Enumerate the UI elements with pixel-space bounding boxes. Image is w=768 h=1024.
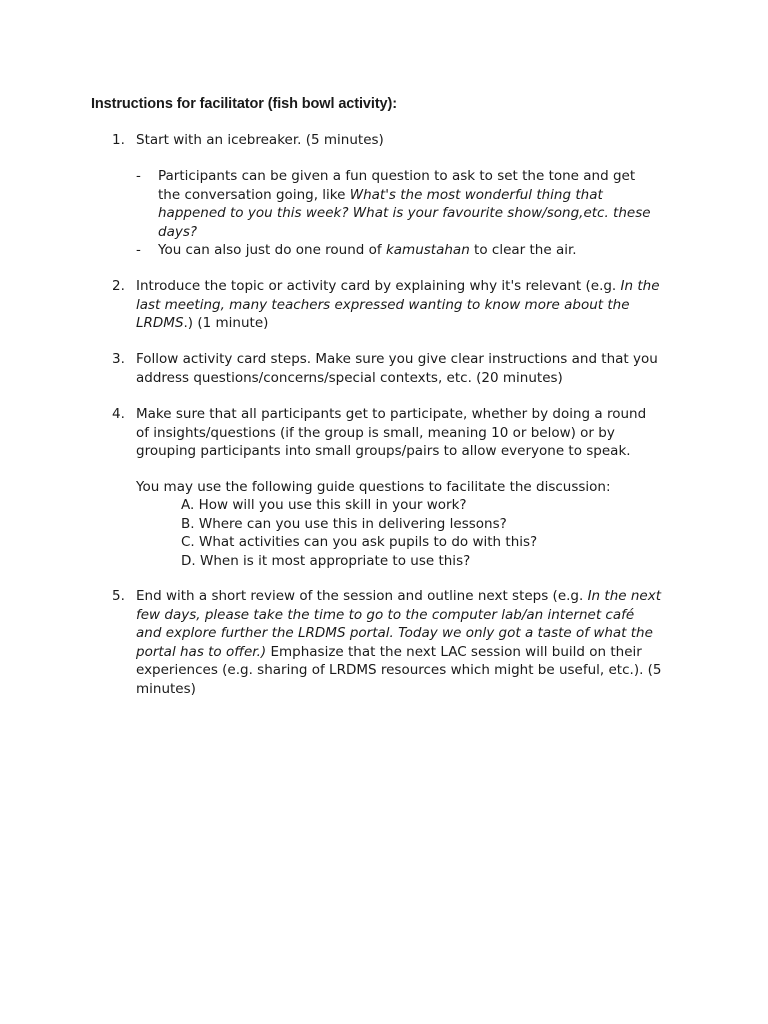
text-line <box>136 131 696 150</box>
text-line <box>136 442 696 461</box>
guide-question: D. When is it most appropriate to use this? <box>181 552 471 569</box>
step-text <box>136 131 696 150</box>
italic-run: LRDMS <box>136 315 184 331</box>
text-line <box>136 424 696 443</box>
guide-question: A. How will you use this skill in your work? <box>181 497 467 513</box>
text-run: End with a short review of the session and outline next steps (e.g. <box>136 588 588 604</box>
text-run: Start with an icebreaker. (5 minutes) <box>136 132 384 148</box>
step-number: 2. <box>112 278 125 294</box>
text-run: grouping participants into small groups/pairs to allow everyone to speak. <box>136 443 631 459</box>
guide-question: C. What activities can you ask pupils to do with this? <box>181 534 538 550</box>
step-text <box>136 350 696 387</box>
text-line <box>136 277 696 296</box>
step-number: 5. <box>112 588 125 604</box>
text-run: Participants can be given a fun question to ask to set the tone and get <box>158 168 636 184</box>
text-line <box>158 241 577 260</box>
step-text <box>136 277 696 333</box>
italic-run: In the next <box>587 588 661 604</box>
bullet-dash: - <box>136 168 141 184</box>
italic-run: portal has to offer.) <box>136 643 267 660</box>
step-number: 1. <box>112 132 125 148</box>
text-run: experiences (e.g. sharing of LRDMS resources which might be useful, etc.). (5 <box>136 662 662 678</box>
text-run: of insights/questions (if the group is small, meaning 10 or below) or by <box>136 424 615 441</box>
step-number: 3. <box>112 351 125 367</box>
text-line <box>136 296 696 315</box>
italic-run: happened to you this week? What is your favourite show/song,etc. these <box>158 205 651 221</box>
text-line <box>136 643 696 662</box>
text-line <box>136 680 696 699</box>
step-text <box>136 405 696 461</box>
text-line <box>136 587 696 606</box>
italic-run: In the <box>620 278 660 294</box>
text-run: Make sure that all participants get to participate, whether by doing a round <box>136 406 647 422</box>
text-run: Follow activity card steps. Make sure you give clear instructions and that you <box>136 351 658 367</box>
italic-run: days? <box>158 223 198 240</box>
text-line <box>136 606 696 625</box>
italic-run: few days, please take the time to go to the computer lab/an internet café <box>136 606 635 623</box>
italic-run: and explore further the LRDMS portal. Today we only got a taste of what the <box>136 625 653 641</box>
text-line <box>136 369 696 388</box>
text-line <box>136 314 696 333</box>
text-run: the conversation going, like <box>158 186 350 203</box>
text-run: minutes) <box>136 680 196 697</box>
text-line <box>158 204 651 223</box>
text-run: to clear the air. <box>469 242 577 258</box>
text-run: .) (1 minute) <box>183 315 269 331</box>
text-run: Introduce the topic or activity card by explaining why it's relevant (e.g. <box>136 278 621 294</box>
text-run: address questions/concerns/special contexts, etc. (20 minutes) <box>136 369 563 386</box>
text-line <box>158 223 651 242</box>
step-text <box>136 587 696 698</box>
text-line <box>136 405 696 424</box>
text-line <box>136 624 696 643</box>
guide-intro: You may use the following guide questions to facilitate the discussion: <box>136 479 611 495</box>
page-title: Instructions for facilitator (fish bowl activity): <box>91 96 397 112</box>
italic-run: kamustahan <box>385 242 470 258</box>
text-run: Emphasize that the next LAC session will build on their <box>266 643 642 660</box>
text-line <box>158 167 651 186</box>
guide-question: B. Where can you use this in delivering lessons? <box>181 515 507 532</box>
step-number: 4. <box>112 406 125 422</box>
text-line <box>136 350 696 369</box>
text-line <box>158 186 651 205</box>
text-line <box>136 661 696 680</box>
guide-questions <box>181 496 537 570</box>
text-run: You can also just do one round of <box>158 242 386 258</box>
bullet-text <box>158 167 651 241</box>
bullet-dash: - <box>136 242 141 258</box>
italic-run: last meeting, many teachers expressed wanting to know more about the <box>136 296 630 313</box>
bullet-text <box>158 241 577 260</box>
italic-run: What's the most wonderful thing that <box>349 186 603 203</box>
